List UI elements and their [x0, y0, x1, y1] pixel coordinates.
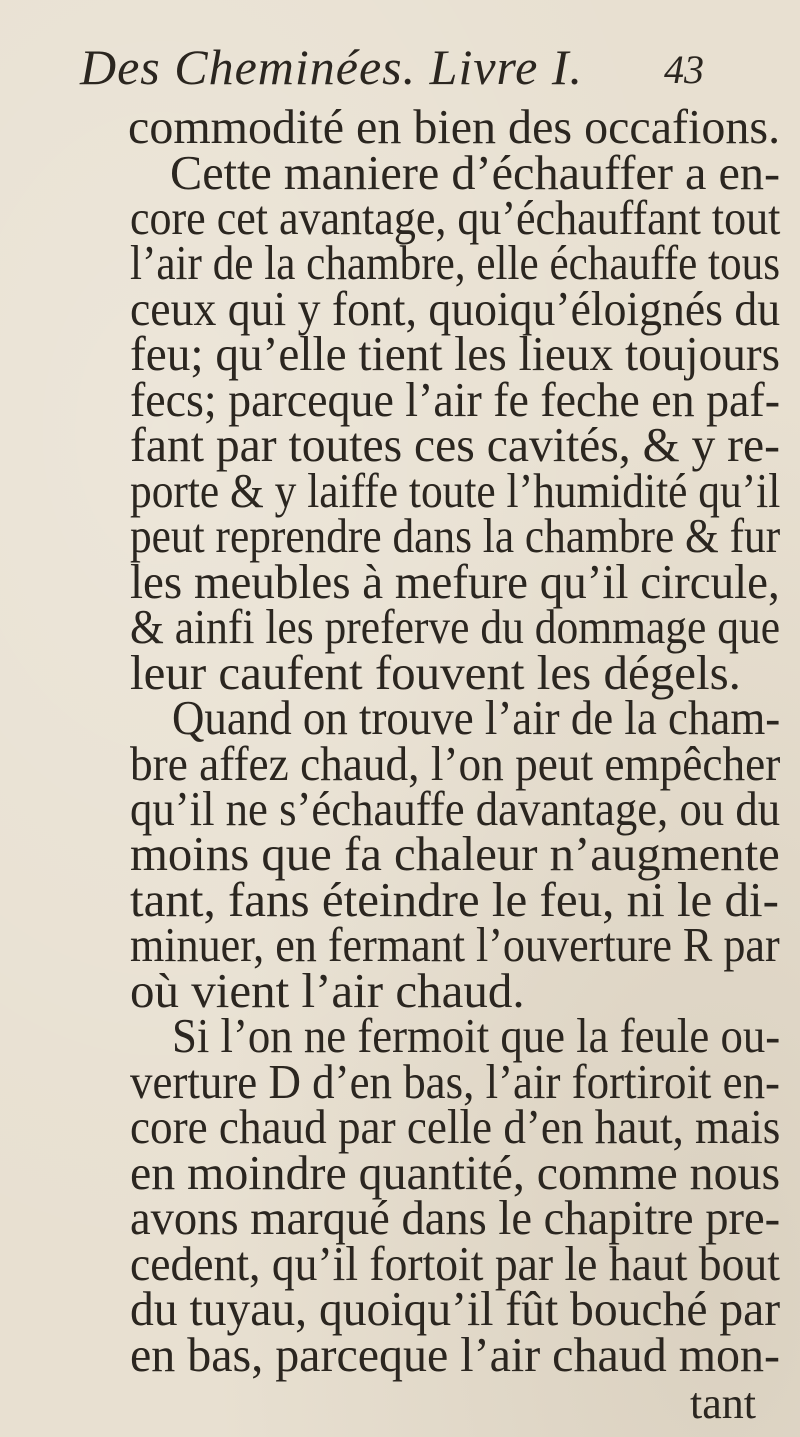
text-line: Si l’on ne fermoit que la feule ou- [172, 1008, 781, 1064]
text-line: verture D d’en bas, l’air fortiroit en- [130, 1053, 781, 1109]
text-line: minuer, en fermant l’ouverture R par [130, 917, 780, 973]
text-line: moins que fa chaleur n’augmente [130, 826, 780, 882]
text-line: l’air de la chambre, elle échauffe tous [130, 235, 781, 291]
text-line: commodité en bien des occafions. [128, 99, 781, 154]
text-line: fecs; parceque l’air fe feche en paf- [130, 371, 780, 427]
text-line: cedent, qu’il fortoit par le haut bout [130, 1235, 780, 1291]
text-line: porte & y laiffe toute l’humidité qu’il [130, 462, 781, 518]
text-line: feu; qu’elle tient les lieux toujours [130, 326, 781, 382]
page-number: 43 [664, 47, 704, 92]
page-header [80, 10, 730, 100]
running-title: Des Cheminées. Livre I. [80, 39, 583, 95]
text-line: ceux qui y font, quoiqu’éloignés du [130, 280, 781, 336]
text-line: Cette maniere d’échauffer a en- [170, 144, 781, 200]
text-line: les meubles à mefure qu’il circule, [130, 553, 780, 609]
catchword: tant [690, 1379, 756, 1428]
text-line: fant par toutes ces cavités, & y re- [130, 417, 780, 473]
text-line: du tuyau, quoiqu’il fût bouché par [130, 1281, 781, 1336]
text-line: peut reprendre dans la chambre & fur [130, 508, 781, 564]
text-line: Quand on trouve l’air de la cham- [172, 690, 781, 745]
text-line: où vient l’air chaud. [130, 962, 525, 1018]
text-line: bre affez chaud, l’on peut empêcher [130, 735, 781, 791]
text-line: leur caufent fouvent les dégels. [130, 644, 741, 700]
text-line: & ainfi les preferve du dommage que [130, 599, 781, 655]
text-line: avons marqué dans le chapitre pre- [130, 1190, 781, 1246]
text-line: en moindre quantité, comme nous [130, 1144, 781, 1200]
text-line: qu’il ne s’échauffe davantage, ou du [130, 780, 781, 836]
text-line: en bas, parceque l’air chaud mon- [130, 1327, 780, 1382]
text-line: tant, fans éteindre le feu, ni le di- [130, 871, 779, 927]
text-line: core chaud par celle d’en haut, mais [130, 1099, 781, 1155]
text-line: core cet avantage, qu’échauffant tout [130, 189, 781, 245]
